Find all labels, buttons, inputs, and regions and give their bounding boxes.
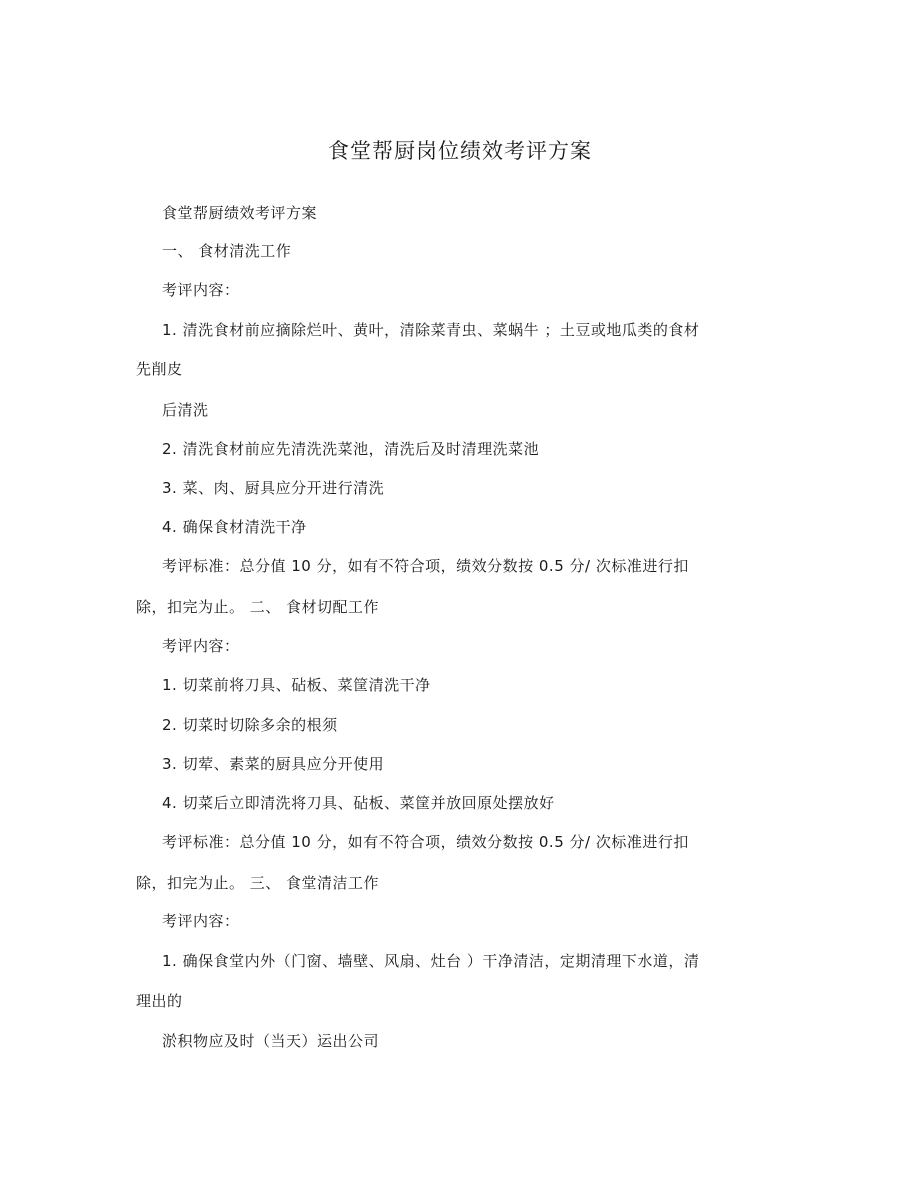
paragraph-line: 考评标准：总分值 10 分，如有不符合项，绩效分数按 0.5 分/ 次标准进行扣 <box>162 833 689 851</box>
paragraph-line: 4. 切菜后立即清洗将刀具、砧板、菜筐并放回原处摆放好 <box>162 794 555 812</box>
section-heading: 一、 食材清洗工作 <box>162 242 292 260</box>
paragraph-line: 考评标准：总分值 10 分，如有不符合项，绩效分数按 0.5 分/ 次标准进行扣 <box>162 557 689 575</box>
document-title: 食堂帮厨岗位绩效考评方案 <box>328 139 592 163</box>
paragraph-line: 1. 清洗食材前应摘除烂叶、黄叶，清除菜青虫、菜蜗牛 ；土豆或地瓜类的食材 <box>162 321 700 339</box>
paragraph-line: 3. 菜、肉、厨具应分开进行清洗 <box>162 479 385 497</box>
paragraph-line: 理出的 <box>136 992 183 1010</box>
paragraph-line: 3. 切荤、素菜的厨具应分开使用 <box>162 755 385 773</box>
paragraph-line: 除，扣完为止。 三、 食堂清洁工作 <box>136 874 380 892</box>
paragraph-line: 2. 切菜时切除多余的根须 <box>162 716 338 734</box>
paragraph-line: 考评内容： <box>162 637 240 655</box>
paragraph-line: 先削皮 <box>136 360 183 378</box>
paragraph-line: 除，扣完为止。 二、 食材切配工作 <box>136 598 380 616</box>
paragraph-line: 1. 切菜前将刀具、砧板、菜筐清洗干净 <box>162 676 431 694</box>
paragraph-line: 4. 确保食材清洗干净 <box>162 518 307 536</box>
paragraph-line: 考评内容： <box>162 912 240 930</box>
section-heading: 食堂帮厨绩效考评方案 <box>162 204 318 222</box>
paragraph-line: 后清洗 <box>162 401 209 419</box>
paragraph-line: 2. 清洗食材前应先清洗洗菜池，清洗后及时清理洗菜池 <box>162 440 540 458</box>
paragraph-line: 1. 确保食堂内外（门窗、墙壁、风扇、灶台 ）干净清洁，定期清理下水道，清 <box>162 952 700 970</box>
paragraph-line: 淤积物应及时（当天）运出公司 <box>162 1032 380 1050</box>
paragraph-line: 考评内容： <box>162 281 240 299</box>
